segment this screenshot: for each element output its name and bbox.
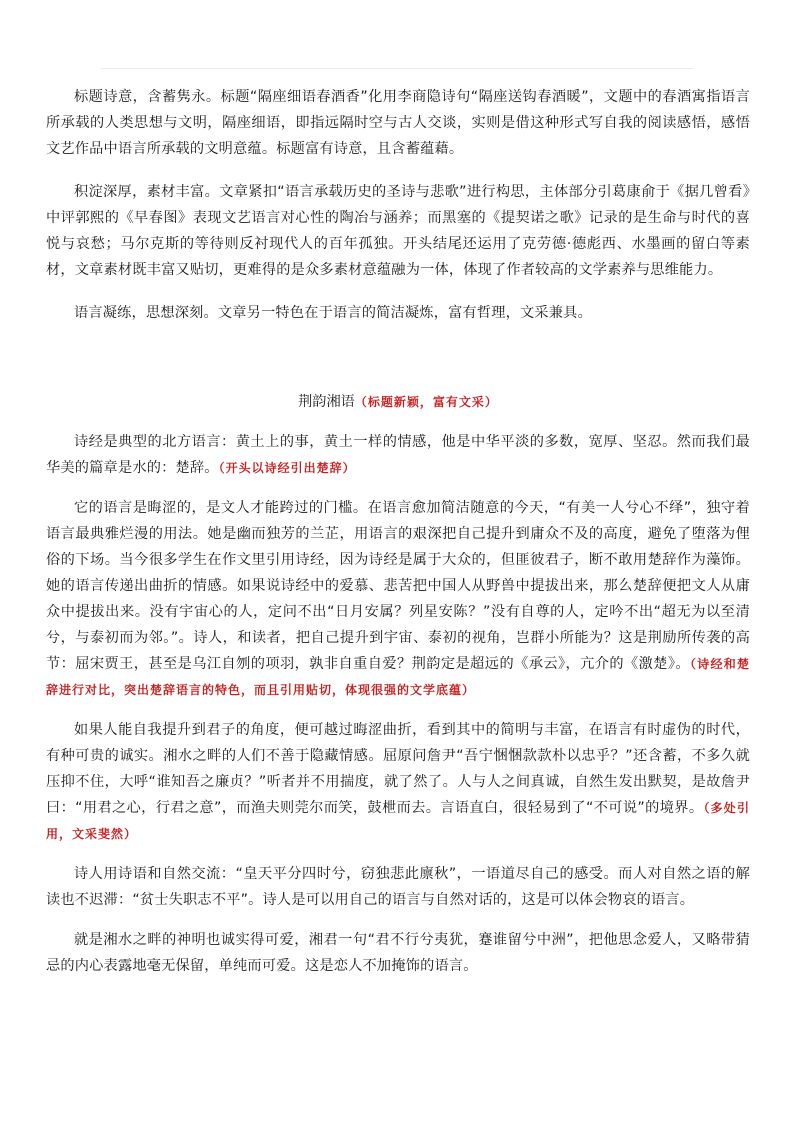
- essay-title: [46, 389, 750, 415]
- essay-paragraph-4: 诗人用诗语和自然交流：“皇天平分四时兮，窃独悲此廪秋”，一语道尽自己的感受。而人对自然之语的解读也不迟滞：“贫士失职志不平”。诗人是可以用自己的语言与自然对话的，这是可以体会物哀的语言。: [46, 866, 750, 908]
- essay-title-annotation: （标题新颖，富有文采）: [354, 395, 498, 409]
- essay-paragraph-1-text: 诗经是典型的北方语言：黄土上的事，黄土一样的情感，他是中华平淡的多数，宽厚、坚忍。然而我们最华美的篇章是水的：楚辞。: [46, 434, 750, 476]
- essay-title-text: 荆韵湘语: [298, 394, 355, 410]
- review-paragraph-title: 标题诗意，含蓄隽永。标题“隔座细语春酒香”化用李商隐诗句“隔座送钩春酒暖”，文题中的春酒寓指语言所承载的人类思想与文明，隔座细语，即指远隔时空与古人交谈，实则是借这种形式写自我的阅读感悟，感悟文艺作品中语言所承载的文明意蕴。标题富有诗意，且含蓄蕴藉。: [46, 89, 750, 157]
- document-body: [46, 84, 750, 993]
- review-paragraph-material: 积淀深厚，素材丰富。文章紧扣“语言承载历史的圣诗与悲歌”进行构思，主体部分引葛康俞于《据几曾看》中评郭熙的《早春图》表现文艺语言对心性的陶冶与涵养；而黑塞的《提契诺之歌》记录的是生命与时代的喜悦与哀愁；马尔克斯的等待则反衬现代人的百年孤独。开头结尾还运用了克劳德·德彪西、水墨画的留白等素材，文章素材既丰富又贴切，更难得的是众多素材意蕴融为一体，体现了作者较高的文学素养与思维能力。: [46, 184, 750, 278]
- essay-paragraph-2-text: 它的语言是晦涩的，是文人才能跨过的门槛。在语言愈加简洁随意的今天，“有美一人兮心不绎”，独守着语言最典雅烂漫的用法。她是幽而独芳的兰芷，用语言的艰深把自己提升到庸众不及的高度，避免了堕落为俚俗的下场。当今很多学生在作文里引用诗经，因为诗经是属于大众的，但匪彼君子，断不敢用楚辞作为藻饰。她的语言传递出曲折的情感。如果说诗经中的爱慕、悲苦把中国人从野兽中提拔出来，那么楚辞便把文人从庸众中提拔出来。没有宇宙心的人，定问不出“日月安属？列星安陈？”没有自尊的人，定吟不出“超无为以至清兮，与泰初而为邻。”。诗人，和读者，把自己提升到宇宙、泰初的视角，岂群小所能为？这是荆励所传袭的高节：屈宋贾王，甚至是乌江自刎的项羽，孰非自重自爱？荆韵定是超远的《承云》，亢介的《激楚》。: [46, 500, 750, 672]
- essay-paragraph-1-annotation: （开头以诗经引出楚辞）: [218, 461, 356, 475]
- essay-paragraph-3-annotation: （多处引用，文采斐然）: [46, 801, 750, 841]
- essay-paragraph-3: [46, 717, 750, 847]
- essay-paragraph-2-annotation: （诗经和楚辞进行对比，突出楚辞语言的特色，而且引用贴切，体现很强的文学底蕴）: [46, 657, 750, 697]
- review-paragraph-language: 语言凝练，思想深刻。文章另一特色在于语言的简洁凝炼，富有哲理，文采兼具。: [74, 305, 592, 321]
- essay-paragraph-5: 就是湘水之畔的神明也诚实得可爱，湘君一句“君不行兮夷犹，蹇谁留兮中洲”，把他思念爱人，又略带猜忌的内心表露地毫无保留，单纯而可爱。这是恋人不加掩饰的语言。: [46, 932, 750, 974]
- essay-paragraph-3-text: 如果人能自我提升到君子的角度，便可越过晦涩曲折，看到其中的简明与丰富，在语言有时虚伪的时代，有种可贵的诚实。湘水之畔的人们不善于隐藏情感。屈原问詹尹“吾宁悃悃款款朴以忠乎？”还含蓄，不多久就压抑不住，大呼“谁知吾之廉贞？”听者并不用揣度，就了然了。人与人之间真诚，自然生发出默契，是故詹尹曰：“用君之心，行君之意”，而渔夫则莞尔而笑，鼓枻而去。言语直白，很轻易到了“不可说”的境界。: [46, 722, 750, 816]
- header-rule: [100, 68, 694, 69]
- essay-paragraph-2: [46, 495, 750, 703]
- essay-paragraph-1: [46, 429, 750, 481]
- section-gap: [46, 343, 750, 389]
